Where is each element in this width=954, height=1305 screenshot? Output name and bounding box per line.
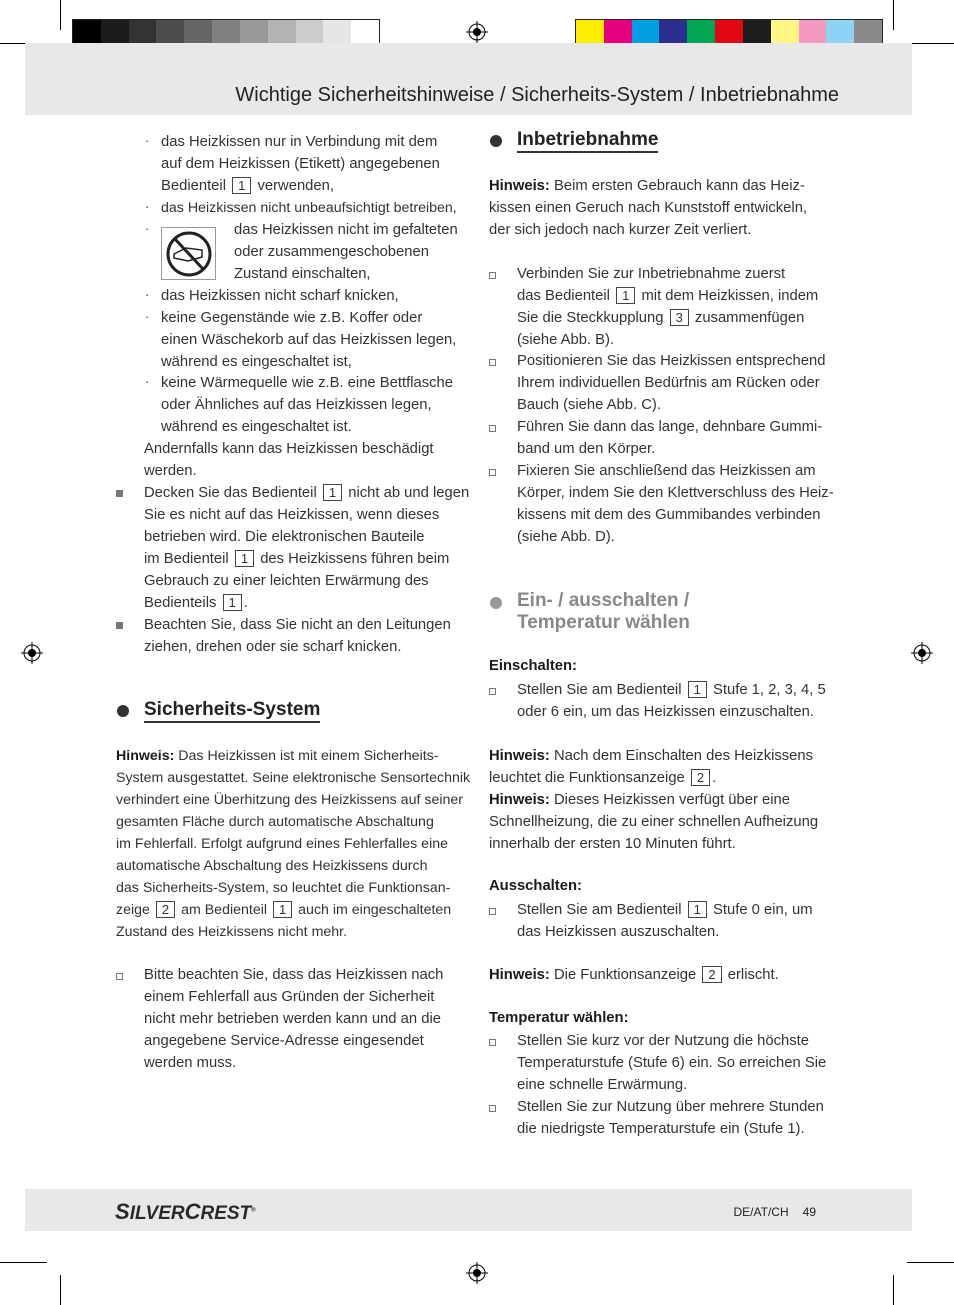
color-swatch	[240, 20, 268, 45]
checkbox-bullet	[116, 973, 123, 980]
paragraph: Hinweis: Beim ersten Gebrauch kann das Heiz- kissen einen Geruch nach Kunststoff entwickeln, der sich jedoch nach kurzer Zeit verliert.	[489, 178, 808, 238]
list-item: Stellen Sie am Bedienteil 1 Stufe 1, 2, 3, 4, 5 oder 6 ein, um das Heizkissen einzuschalten.	[517, 682, 826, 720]
checkbox-bullet	[489, 1105, 496, 1112]
section-bullet	[117, 705, 129, 717]
ref-box: 1	[688, 681, 707, 698]
checkbox-bullet	[489, 272, 496, 279]
checkbox-bullet	[489, 908, 496, 915]
color-swatch	[715, 20, 743, 45]
color-swatch	[659, 20, 687, 45]
crop-mark	[907, 1262, 954, 1263]
ref-box: 2	[702, 966, 721, 983]
color-swatch	[632, 20, 660, 45]
list-item: Stellen Sie zur Nutzung über mehrere Stunden die niedrigste Temperaturstufe ein (Stufe 1).	[517, 1099, 824, 1137]
color-swatch	[73, 20, 101, 45]
checkbox-bullet	[489, 359, 496, 366]
section-heading: Ein- / ausschalten / Temperatur wählen	[517, 590, 690, 633]
list-item: keine Gegenstände wie z.B. Koffer oder einen Wäschekorb auf das Heizkissen legen, während es eingeschaltet ist,	[161, 310, 457, 370]
registration-mark-icon	[466, 1262, 488, 1284]
paragraph: Hinweis: Die Funktionsanzeige 2 erlischt.	[489, 967, 779, 983]
checkbox-bullet	[489, 1039, 496, 1046]
ref-box: 2	[691, 769, 710, 786]
list-item: Stellen Sie am Bedienteil 1 Stufe 0 ein, um das Heizkissen auszuschalten.	[517, 902, 813, 940]
color-swatch	[743, 20, 771, 45]
list-item: Fixieren Sie anschließend das Heizkissen am Körper, indem Sie den Klettverschluss des Heiz- kissens mit dem des Gummibandes verbinden (siehe Abb. D).	[517, 463, 834, 545]
color-swatch	[323, 20, 351, 45]
color-swatch	[799, 20, 827, 45]
color-swatch	[156, 20, 184, 45]
ref-box: 1	[688, 901, 707, 918]
crop-mark	[60, 1275, 61, 1305]
ref-box: 1	[223, 594, 242, 611]
square-bullet	[116, 490, 123, 497]
ref-box: 1	[235, 550, 254, 567]
color-swatch	[212, 20, 240, 45]
registration-mark-icon	[911, 642, 933, 664]
registration-mark-icon	[466, 21, 488, 43]
color-swatch	[184, 20, 212, 45]
ref-box: 1	[616, 287, 635, 304]
brand-logo: SILVERCREST®	[115, 1199, 256, 1224]
checkbox-bullet	[489, 469, 496, 476]
section-heading: Sicherheits-System	[144, 699, 320, 721]
color-swatch	[826, 20, 854, 45]
color-swatch	[604, 20, 632, 45]
list-item: das Heizkissen nicht im gefalteten oder zusammengeschobenen Zustand einschalten,	[234, 222, 458, 282]
crop-mark	[893, 1275, 894, 1305]
list-item: Führen Sie dann das lange, dehnbare Gummi- band um den Körper.	[517, 419, 823, 457]
page-number: DE/AT/CH 49	[733, 1205, 816, 1219]
list-item: Beachten Sie, dass Sie nicht an den Leitungen ziehen, drehen oder sie scharf knicken.	[144, 617, 451, 655]
paragraph: Hinweis: Nach dem Einschalten des Heizkissens leuchtet die Funktionsanzeige 2 . Hinweis: Dieses Heizkissen verfügt über eine Schnellheizung, die zu einer schnellen Aufheizung innerhalb der ersten 10 Minuten führt.	[489, 748, 819, 852]
paragraph: Hinweis: Das Heizkissen ist mit einem Sicherheits- System ausgestattet. Seine elektronische Sensortechnik verhindert eine Überhitzung des Heizkissens auf seiner gesamten Fläche durch automatische Abschaltung im Fehlerfall. Erfolgt aufgrund eines Fehlerfalles eine automatische Abschaltung des Heizkissens durch das Sicherheits-System, so leuchtet die Funktionsan- zeige 2 am Bedienteil 1 auch im eingeschalteten Zustand des Heizkissens nicht mehr.	[116, 748, 471, 940]
checkbox-bullet	[489, 425, 496, 432]
list-dot: ·	[145, 199, 150, 214]
color-swatch	[101, 20, 129, 45]
square-bullet	[116, 622, 123, 629]
color-swatch	[296, 20, 324, 45]
list-item: Decken Sie das Bedienteil 1 nicht ab und legen Sie es nicht auf das Heizkissen, wenn dieses betrieben wird. Die elektronischen Bauteile im Bedienteil 1 des Heizkissens führen beim Gebrauch zu einer leichten Erwärmung des Bedienteils 1 .	[144, 485, 470, 611]
page-footer	[25, 1189, 912, 1231]
subheading: Ausschalten:	[489, 878, 582, 894]
paragraph: Andernfalls kann das Heizkissen beschädigt werden.	[144, 441, 434, 479]
color-swatch	[351, 20, 379, 45]
list-dot: ·	[145, 221, 150, 236]
section-bullet	[490, 597, 502, 609]
color-swatch	[687, 20, 715, 45]
color-swatch	[854, 20, 882, 45]
list-item: keine Wärmequelle wie z.B. eine Bettflasche oder Ähnliches auf das Heizkissen legen, während es eingeschaltet ist.	[161, 375, 453, 435]
no-folding-icon	[161, 227, 216, 280]
section-bullet	[490, 135, 502, 147]
section-heading: Inbetriebnahme	[517, 129, 658, 151]
ref-box: 3	[670, 309, 689, 326]
crop-mark	[893, 0, 894, 30]
ref-box: 1	[273, 901, 292, 918]
color-swatch	[129, 20, 157, 45]
page-header	[25, 43, 912, 115]
ref-box: 1	[232, 177, 251, 194]
crop-mark	[60, 0, 61, 30]
subheading: Einschalten:	[489, 658, 577, 674]
crop-mark	[907, 43, 954, 44]
list-item: das Heizkissen nur in Verbindung mit dem auf dem Heizkissen (Etikett) angegebenen Bedienteil 1 verwenden,	[161, 134, 440, 194]
list-dot: ·	[145, 287, 150, 302]
list-item: Bitte beachten Sie, dass das Heizkissen nach einem Fehlerfall aus Gründen der Sicherheit nicht mehr betrieben werden kann und an die angegebene Service-Adresse eingesendet werden muss.	[144, 967, 444, 1071]
subheading: Temperatur wählen:	[489, 1010, 629, 1026]
color-swatch	[771, 20, 799, 45]
gray-scale-bar	[72, 19, 380, 46]
list-item: Verbinden Sie zur Inbetriebnahme zuerst das Bedienteil 1 mit dem Heizkissen, indem Sie die Steckkupplung 3 zusammenfügen (siehe Abb. B).	[517, 266, 819, 348]
list-item: Positionieren Sie das Heizkissen entsprechend Ihrem individuellen Bedürfnis am Rücken oder Bauch (siehe Abb. C).	[517, 353, 826, 413]
list-item: das Heizkissen nicht scharf knicken,	[161, 288, 399, 304]
list-dot: ·	[145, 374, 150, 389]
checkbox-bullet	[489, 688, 496, 695]
color-calibration-bar	[575, 19, 883, 46]
page-title: Wichtige Sicherheitshinweise / Sicherheits-System / Inbetriebnahme	[235, 84, 839, 106]
color-swatch	[268, 20, 296, 45]
list-dot: ·	[145, 309, 150, 324]
ref-box: 2	[156, 901, 175, 918]
list-item: das Heizkissen nicht unbeaufsichtigt betreiben,	[161, 200, 457, 216]
list-item: Stellen Sie kurz vor der Nutzung die höchste Temperaturstufe (Stufe 6) ein. So erreichen Sie eine schnelle Erwärmung.	[517, 1033, 827, 1093]
list-dot: ·	[145, 133, 150, 148]
ref-box: 1	[323, 484, 342, 501]
registration-mark-icon	[21, 642, 43, 664]
color-swatch	[576, 20, 604, 45]
crop-mark	[0, 1262, 47, 1263]
